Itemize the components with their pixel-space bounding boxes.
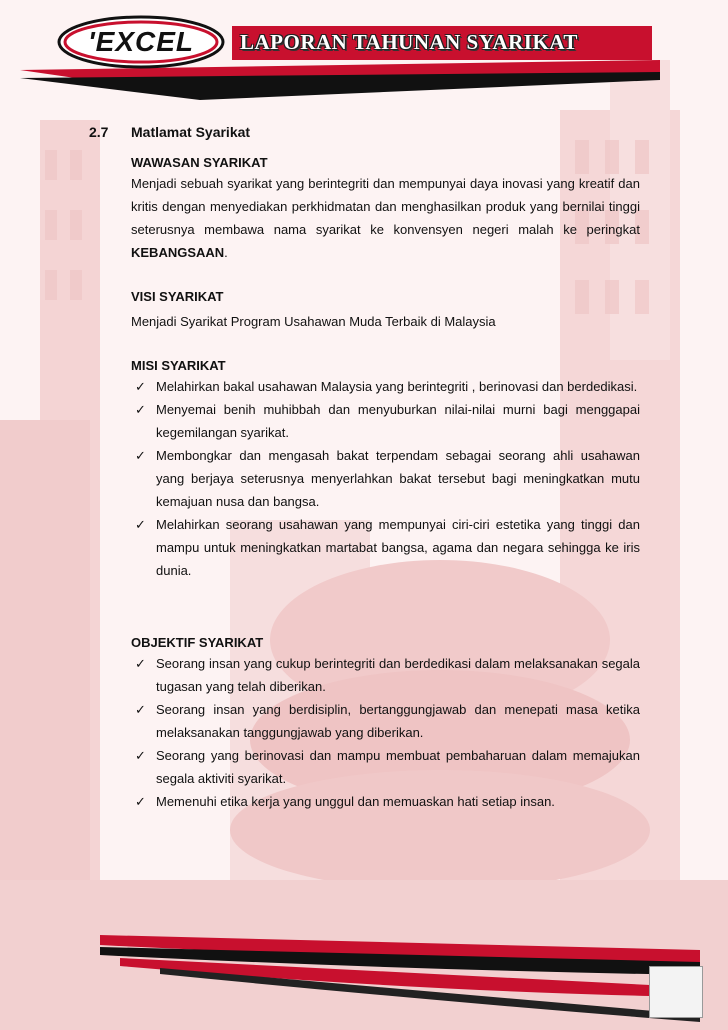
list-item [131,652,640,698]
list-item-text: Seorang insan yang cukup berintegriti dan berdedikasi dalam melaksanakan segala tugasan yang telah diberikan. [156,656,640,694]
objektif-list [131,652,640,813]
objektif-heading: OBJEKTIF SYARIKAT [131,635,264,650]
list-item [131,375,640,398]
list-item-text: Seorang yang berinovasi dan mampu membuat pembaharuan dalam memajukan segala aktiviti syarikat. [156,748,640,786]
check-icon: ✓ [135,656,146,671]
page-number-box [649,966,703,1018]
check-icon: ✓ [135,748,146,763]
misi-heading: MISI SYARIKAT [131,358,226,373]
list-item [131,790,640,813]
section-title: Matlamat Syarikat [131,124,251,140]
list-item [131,444,640,513]
wawasan-text [131,172,640,264]
visi-heading: VISI SYARIKAT [131,289,224,304]
check-icon: ✓ [135,402,146,417]
logo-text: 'EXCEL [87,26,194,57]
misi-block [131,357,640,582]
objektif-block [131,634,640,813]
section-number: 2.7 [89,124,109,140]
check-icon: ✓ [135,448,146,463]
list-item-text: Melahirkan bakal usahawan Malaysia yang berintegriti , berinovasi dan berdedikasi. [156,379,638,394]
misi-list [131,375,640,582]
list-item-text: Memenuhi etika kerja yang unggul dan memuaskan hati setiap insan. [156,794,555,809]
list-item [131,513,640,582]
wawasan-block [131,154,640,264]
list-item [131,698,640,744]
visi-text: Menjadi Syarikat Program Usahawan Muda Terbaik di Malaysia [131,314,496,329]
check-icon: ✓ [135,702,146,717]
list-item-text: Membongkar dan mengasah bakat terpendam sebagai seorang ahli usahawan yang berjaya seterusnya menyerlahkan bakat tersebut bagi meningkatkan mutu kemajuan nusa dan bangsa. [156,448,640,509]
check-icon: ✓ [135,517,146,532]
list-item-text: Menyemai benih muhibbah dan menyuburkan nilai-nilai murni bagi menggapai kegemilangan syarikat. [156,402,640,440]
wawasan-text-main: Menjadi sebuah syarikat yang berintegriti dan mempunyai daya inovasi yang kreatif dan kritis dengan menyediakan perkhidmatan dan menghasilkan produk yang bernilai tinggi seterusnya membawa nama syarikat ke konvensyen negeri malah ke peringkat [131,176,640,237]
wawasan-heading: WAWASAN SYARIKAT [131,155,268,170]
check-icon: ✓ [135,794,146,809]
list-item-text: Melahirkan seorang usahawan yang mempunyai ciri-ciri estetika yang tinggi dan mampu untuk meningkatkan martabat bangsa, agama dan negara sehingga ke iris dunia. [156,517,640,578]
wawasan-text-bold: KEBANGSAAN [131,245,225,260]
list-item-text: Seorang insan yang berdisiplin, bertanggungjawab dan menepati masa ketika melaksanakan tanggungjawab yang diberikan. [156,702,640,740]
check-icon: ✓ [135,379,146,394]
report-title: LAPORAN TAHUNAN SYARIKAT [240,30,578,54]
wawasan-text-end: . [224,245,228,260]
list-item [131,744,640,790]
visi-block [131,288,640,333]
list-item [131,398,640,444]
